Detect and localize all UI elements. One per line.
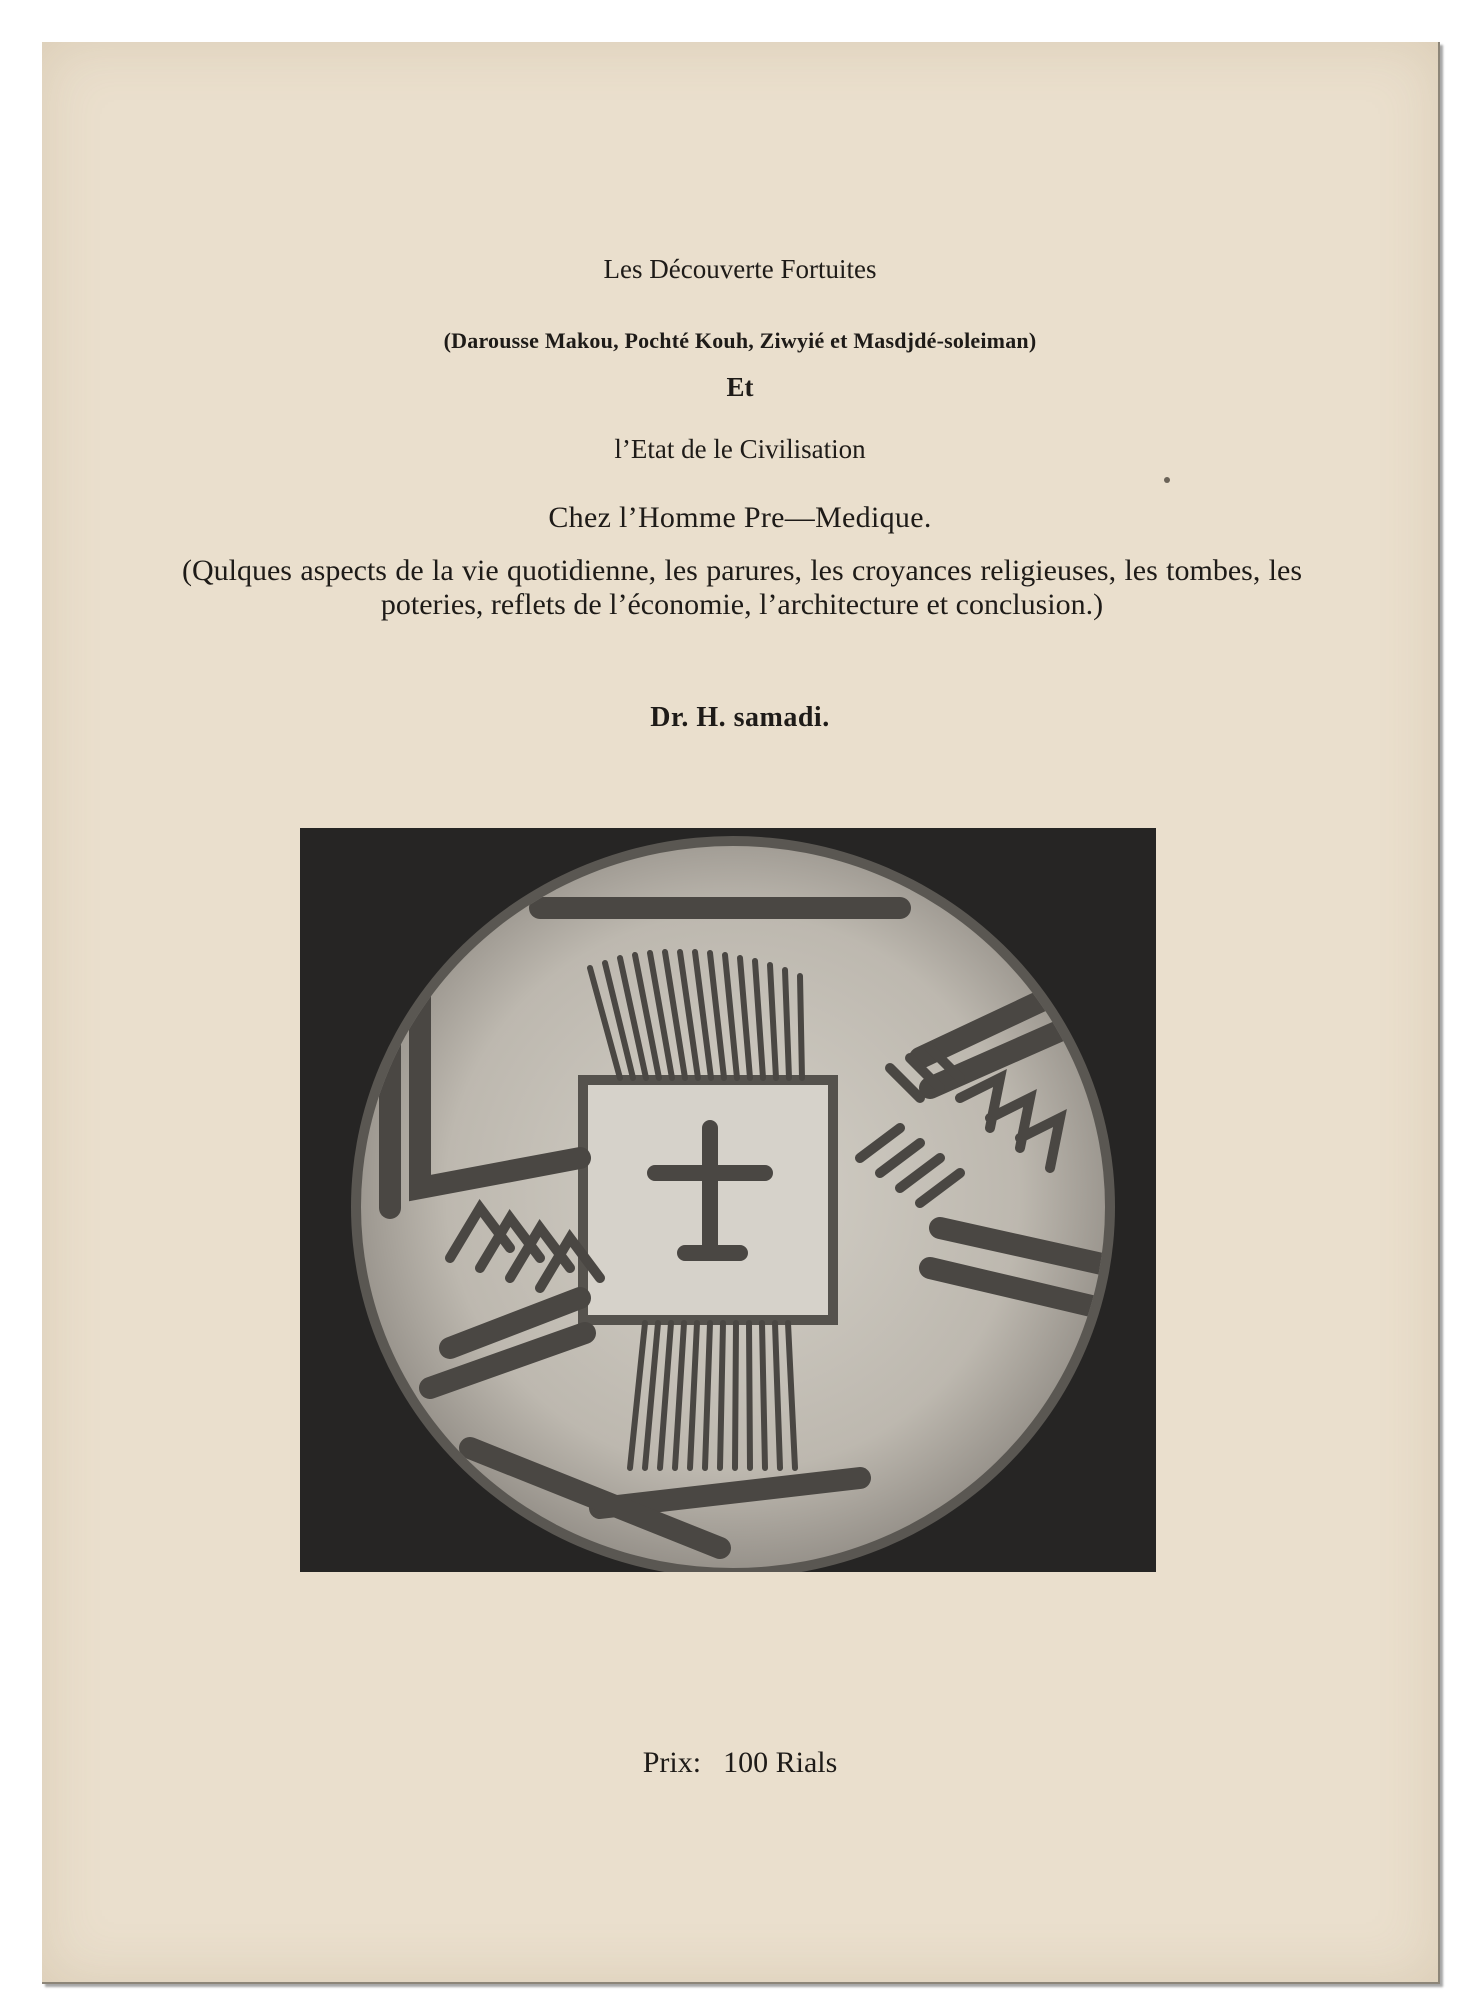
cover-subject: Chez l’Homme Pre—Medique. bbox=[548, 501, 932, 534]
price-line bbox=[42, 1746, 1438, 1780]
cover-title: Les Découverte Fortuites bbox=[603, 254, 877, 284]
cover-description: (Qulques aspects de la vie quotidienne, les parures, les croyances religieuses, les tombes, les poteries, reflets de l’économie, l’architecture et conclusion.) bbox=[182, 554, 1302, 621]
cover-state: l’Etat de le Civilisation bbox=[614, 434, 866, 464]
paper-speck bbox=[1164, 477, 1170, 483]
cover-author: Dr. H. samadi. bbox=[650, 702, 830, 733]
cover-places: (Darousse Makou, Pochté Kouh, Ziwyié et Masdjdé-soleiman) bbox=[443, 328, 1037, 353]
price-value: 100 Rials bbox=[723, 1746, 838, 1779]
cover-conjunction: Et bbox=[726, 372, 754, 402]
bowl-photograph bbox=[300, 828, 1156, 1572]
price-label: Prix: bbox=[642, 1746, 702, 1779]
